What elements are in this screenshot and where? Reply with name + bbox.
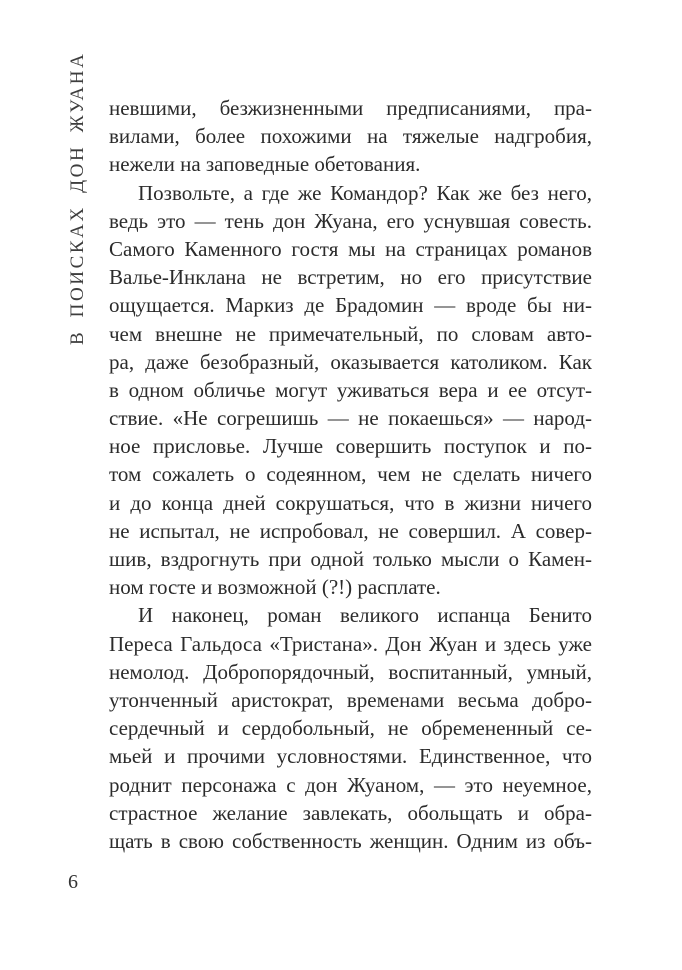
text-line: и до конца дней сокрушаться, что в жизни ничего (109, 490, 592, 515)
text-line: ведь это — тень дон Жуана, его уснувшая совесть. (109, 208, 592, 233)
text-line: ствие. «Не согрешишь — не покаешься» — народ- (109, 406, 592, 431)
text-line: ощущается. Маркиз де Брадомин — вроде бы ни- (109, 293, 592, 318)
text-line: Валье-Инклана не встретим, но его присутствие (109, 265, 592, 290)
text-line: сердечный и сердобольный, не обремененный се- (109, 716, 592, 741)
text-line: И наконец, роман великого испанца Бенито (138, 603, 592, 628)
text-line: страстное желание завлекать, обольщать и обра- (109, 800, 592, 825)
text-line: вилами, более похожими на тяжелые надгробия, (109, 124, 592, 149)
text-line: шив, вздрогнуть при одной только мысли о Камен- (109, 547, 592, 571)
text-line: Переса Гальдоса «Тристана». Дон Жуан и здесь уже (109, 631, 592, 656)
text-line: том сожалеть о содеянном, чем не сделать ничего (109, 462, 592, 487)
text-line: Самого Каменного гостя мы на страницах романов (109, 236, 592, 261)
running-title-vertical: В ПОИСКАХ ДОН ЖУАНА (67, 51, 88, 345)
text-line: ном госте и возможной (?!) расплате. (109, 575, 441, 600)
text-line: не испытал, не испробовал, не совершил. А совер- (109, 518, 592, 543)
text-line: немолод. Добропорядочный, воспитанный, умный, (109, 659, 592, 684)
text-line: в одном обличье могут уживаться вера и ее отсут- (109, 377, 592, 402)
text-line: чем внешне не примечательный, по словам авто- (109, 321, 592, 346)
text-line: щать в свою собственность женщин. Одним из объ- (109, 828, 592, 853)
text-line: ра, даже безобразный, оказывается католиком. Как (109, 349, 592, 374)
text-line: Позвольте, а где же Командор? Как же без него, (138, 180, 592, 205)
text-line: нежели на заповедные обетования. (109, 152, 421, 177)
text-line: невшими, безжизненными предписаниями, пра- (109, 96, 592, 120)
text-block (109, 94, 592, 855)
text-line: роднит персонажа с дон Жуаном, — это неуемное, (109, 772, 592, 797)
page-number: 6 (68, 871, 78, 893)
text-line: утонченный аристократ, временами весьма добро- (109, 687, 592, 712)
text-line: ное присловье. Лучше совершить поступок и по- (109, 434, 592, 459)
text-line: мьей и прочими условностями. Единственное, что (109, 744, 592, 769)
